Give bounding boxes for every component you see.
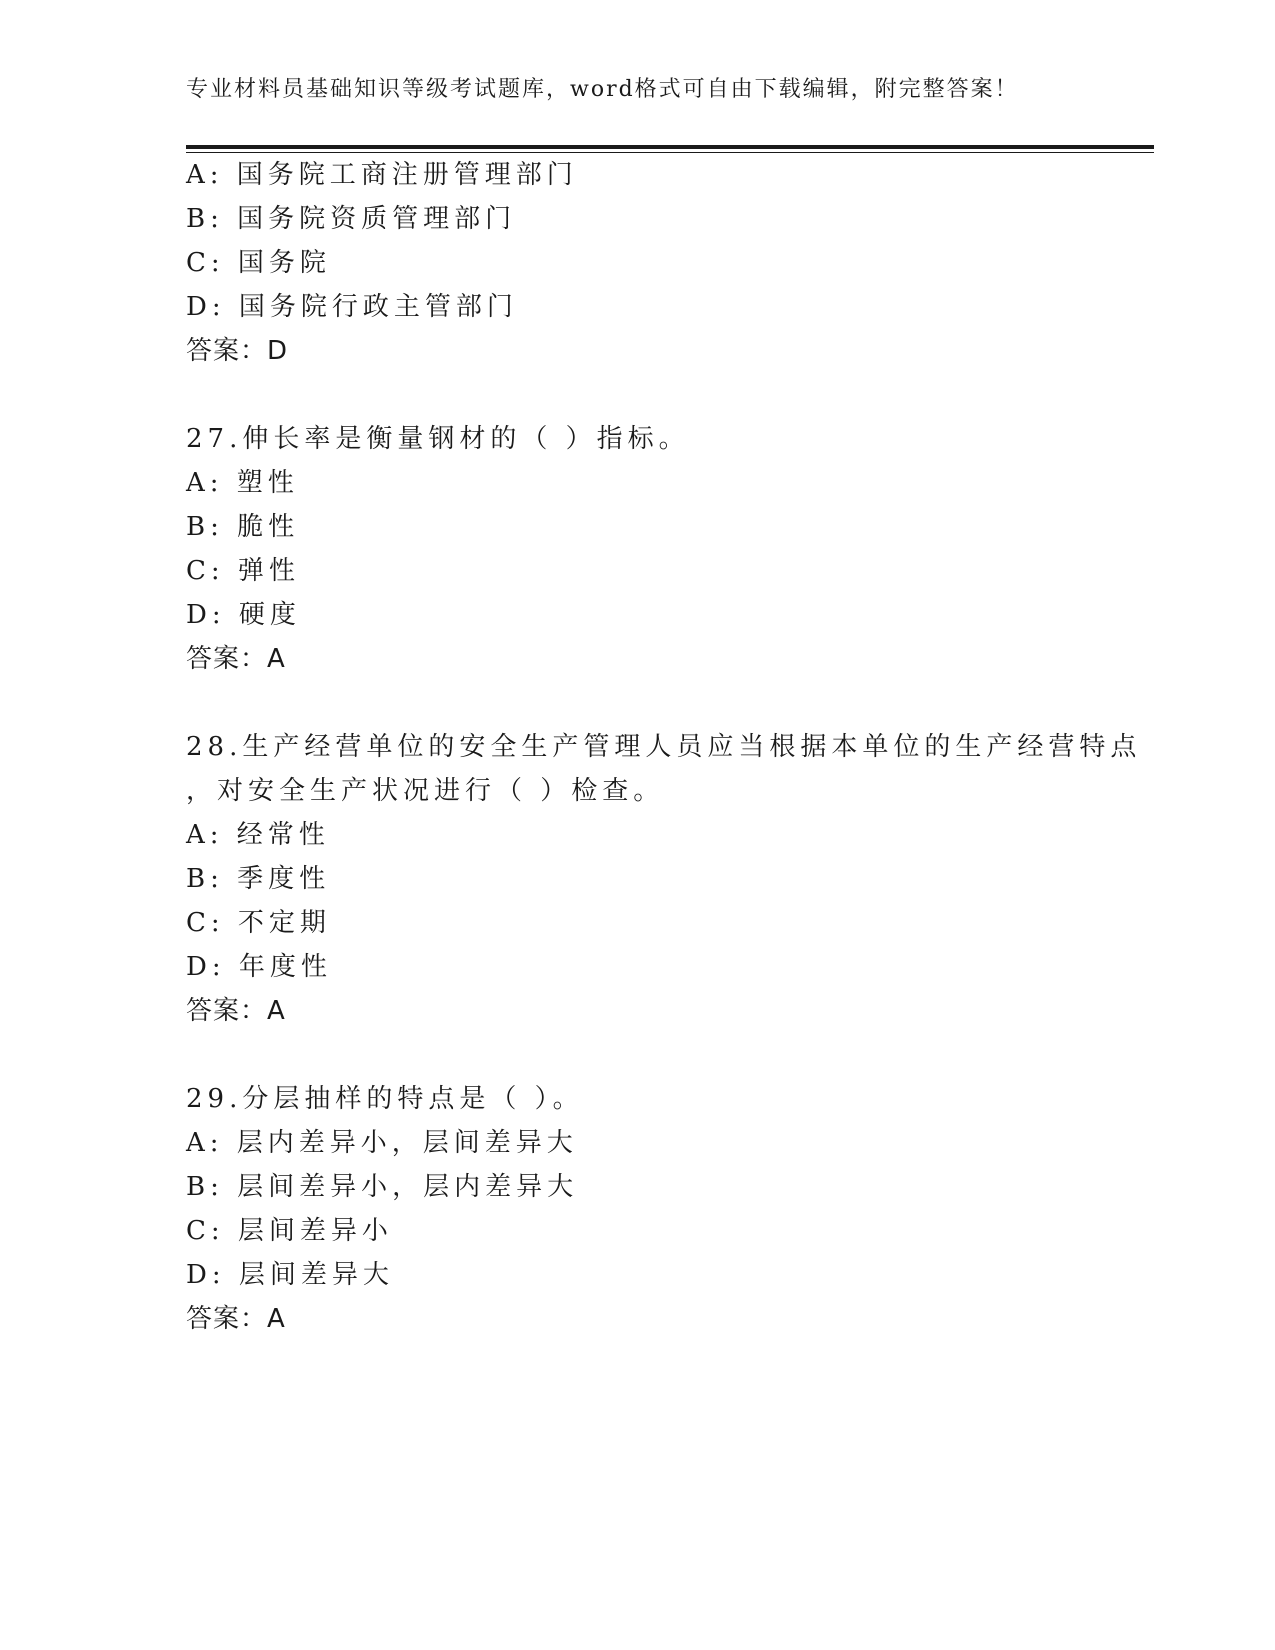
q27-option-b: B: 脆性 <box>186 512 300 542</box>
header-rule-thick <box>186 145 1154 149</box>
q26-option-a: A: 国务院工商注册管理部门 <box>186 160 578 190</box>
q28-option-b: B: 季度性 <box>186 864 331 894</box>
q27-option-d: D: 硬度 <box>186 600 301 630</box>
q29-option-b: B: 层间差异小，层内差异大 <box>186 1172 579 1202</box>
q29-option-c: C: 层间差异小 <box>186 1216 393 1246</box>
header-rule-thin <box>186 152 1154 153</box>
q27-option-a: A: 塑性 <box>186 468 299 498</box>
q26-answer: 答案：D <box>186 336 289 366</box>
q29-option-d: D: 层间差异大 <box>186 1260 394 1290</box>
q26-option-d: D: 国务院行政主管部门 <box>186 292 518 322</box>
page-header: 专业材料员基础知识等级考试题库，word格式可自由下载编辑，附完整答案！ <box>186 77 1019 102</box>
q26-option-b: B: 国务院资质管理部门 <box>186 204 517 234</box>
q28-question-line1: 28.生产经营单位的安全生产管理人员应当根据本单位的生产经营特点 <box>186 732 1142 762</box>
q28-option-c: C: 不定期 <box>186 908 331 938</box>
q29-option-a: A: 层内差异小，层间差异大 <box>186 1128 578 1158</box>
q28-option-a: A: 经常性 <box>186 820 330 850</box>
q28-question-line2: ，对安全生产状况进行（ ）检查。 <box>186 776 665 806</box>
q29-answer: 答案：A <box>186 1304 286 1334</box>
q29-question: 29.分层抽样的特点是（ ）。 <box>186 1084 584 1114</box>
q27-answer: 答案：A <box>186 644 286 674</box>
q27-option-c: C: 弹性 <box>186 556 300 586</box>
q28-option-d: D: 年度性 <box>186 952 332 982</box>
q28-answer: 答案：A <box>186 996 286 1026</box>
q27-question: 27.伸长率是衡量钢材的（ ）指标。 <box>186 424 690 454</box>
q26-option-c: C: 国务院 <box>186 248 331 278</box>
